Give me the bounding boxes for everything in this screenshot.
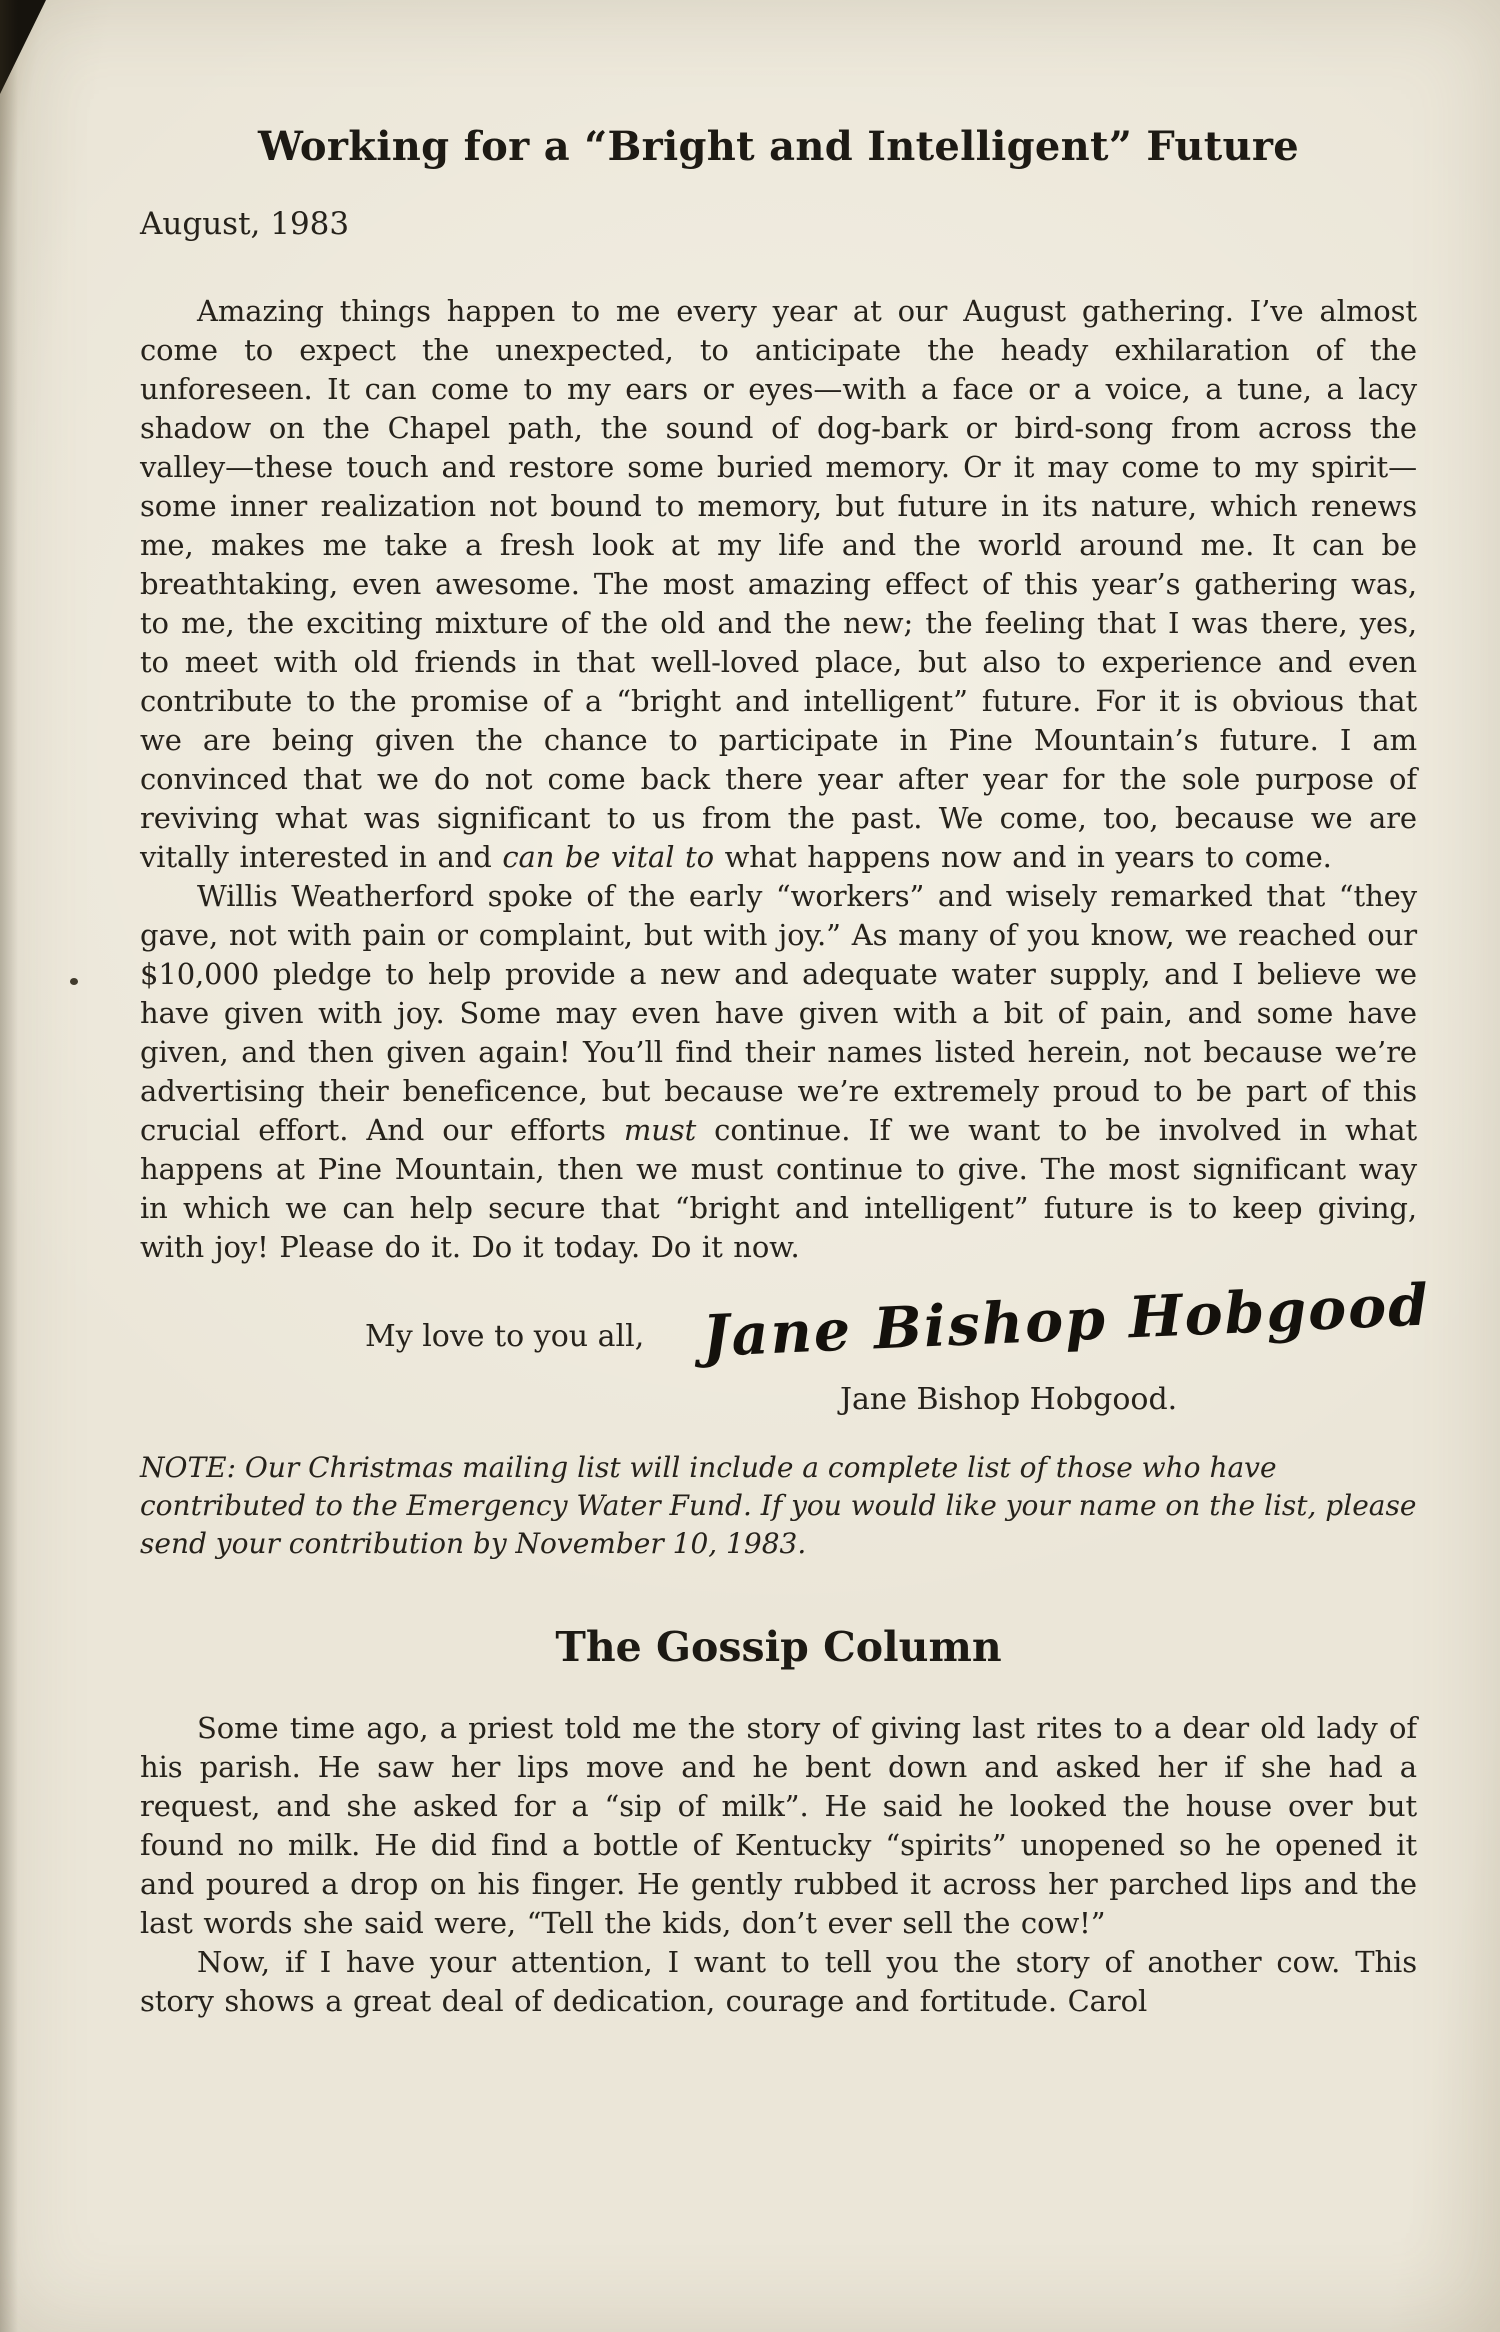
page-title: Working for a “Bright and Intelligent” Future xyxy=(257,123,1300,170)
ink-speck xyxy=(70,978,78,985)
letter-paragraph-2: Willis Weatherford spoke of the early “workers” and wisely remarked that “they gave, not with pain or complaint, but with joy.” As many of you know, we reached our $10,000 pledge to help provide a new and adequate water supply, and I believe we have given with joy. Some may even have given with a bit of pain, and some have given, and then given again! You’ll find their names listed herein, not because we’re advertising their beneficence, but because we’re extremely proud to be part of this crucial effort. And our efforts must continue. If we want to be involved in what happens at Pine Mountain, then we must continue to give. The most significant way in which we can help secure that “bright and intelligent” future is to keep giving, with joy! Please do it. Do it today. Do it now. xyxy=(140,879,1418,1264)
gossip-paragraph-1: Some time ago, a priest told me the story of giving last rites to a dear old lady of his parish. He saw her lips move and he bent down and asked her if she had a request, and she asked for a “sip of milk”. He said he looked the house over but found no milk. He did find a bottle of Kentucky “spirits” unopened so he opened it and poured a drop on his finger. He gently rubbed it across her parched lips and the last words she said were, “Tell the kids, don’t ever sell the cow!” xyxy=(140,1711,1417,1940)
note-text: NOTE: Our Christmas mailing list will include a complete list of those who have contributed to the Emergency Water Fund. If you would like your name on the list, please send your contribution by November 10, 1983. xyxy=(140,1451,1417,1560)
letter-paragraph-1: Amazing things happen to me every year at our August gathering. I’ve almost come to expect the unexpected, to anticipate the heady exhilaration of the unforeseen. It can come to my ears or eyes—with a face or a voice, a tune, a lacy shadow on the Chapel path, the sound of dog-bark or bird-song from across the valley—these touch and restore some buried memory. Or it may come to my spirit—some inner realization not bound to memory, but future in its nature, which renews me, makes me take a fresh look at my life and the world around me. It can be breathtaking, even awesome. The most amazing effect of this year’s gathering was, to me, the exciting mixture of the old and the new; the feeling that I was there, yes, to meet with old friends in that well-loved place, but also to experience and even contribute to the promise of a “bright and intelligent” future. For it is obvious that we are being given the chance to participate in Pine Mountain’s future. I am convinced that we do not come back there year after year for the sole purpose of reviving what was significant to us from the past. We come, too, because we are vitally interested in and can be vital to what happens now and in years to come. xyxy=(140,294,1417,874)
valediction: My love to you all, xyxy=(365,1319,645,1354)
letter-date: August, 1983 xyxy=(140,206,350,242)
scan-edge-shadow xyxy=(0,0,18,2332)
gossip-paragraph-2: Now, if I have your attention, I want to tell you the story of another cow. This story shows a great deal of dedication, courage and fortitude. Carol xyxy=(140,1945,1417,2018)
handwritten-signature: Jane Bishop Hobgood xyxy=(701,1271,1432,1370)
signature-name: Jane Bishop Hobgood. xyxy=(840,1382,1178,1417)
gossip-column-heading: The Gossip Column xyxy=(555,1623,1002,1671)
signature-row xyxy=(140,1271,1432,1370)
page-content xyxy=(140,0,1432,2021)
